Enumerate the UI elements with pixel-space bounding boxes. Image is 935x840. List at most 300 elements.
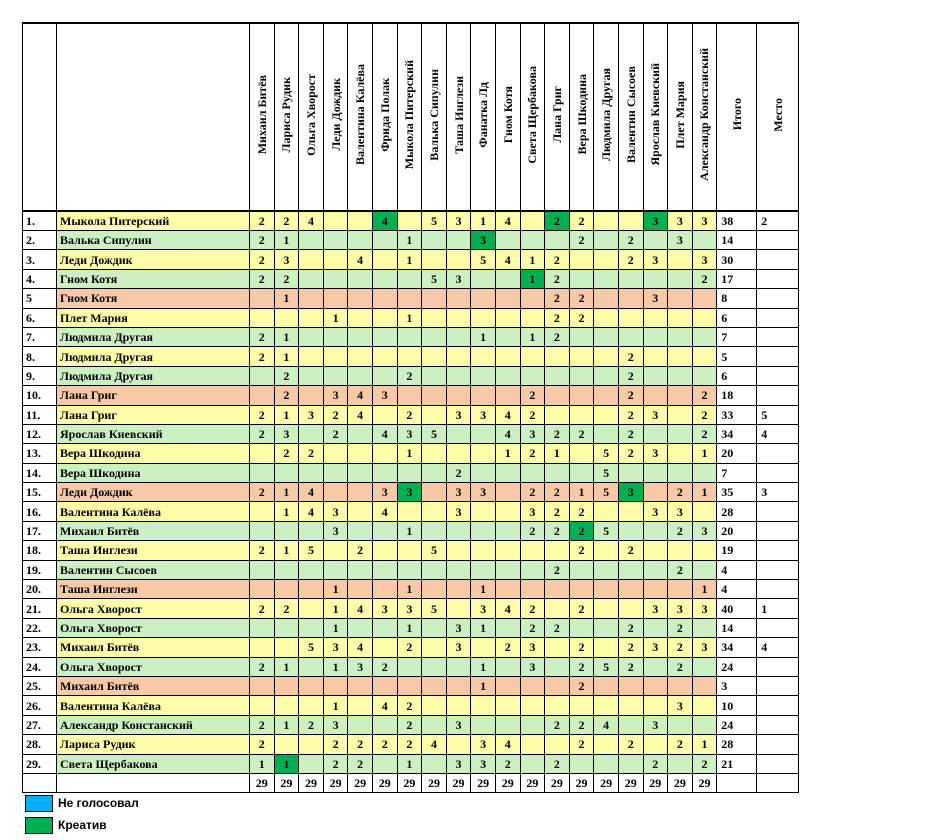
vote-cell: 4 — [422, 735, 447, 754]
vote-cell: 3 — [643, 638, 668, 657]
vote-cell — [446, 347, 471, 366]
vote-cell — [692, 715, 717, 734]
column-count: 29 — [323, 773, 348, 792]
vote-cell — [692, 347, 717, 366]
row-total: 3 — [717, 676, 757, 695]
vote-cell — [594, 366, 619, 385]
vote-cell — [250, 289, 275, 308]
row-total: 19 — [717, 541, 757, 560]
column-header-text: Вера Шкодина — [574, 74, 589, 155]
table-row — [23, 502, 799, 521]
vote-cell — [618, 580, 643, 599]
vote-cell: 2 — [250, 250, 275, 269]
column-header — [250, 23, 275, 211]
vote-cell — [372, 231, 397, 250]
row-number: 23. — [23, 638, 57, 657]
vote-cell: 4 — [495, 424, 520, 443]
vote-cell — [323, 463, 348, 482]
vote-cell — [495, 308, 520, 327]
column-totals-row — [23, 773, 799, 792]
vote-cell: 2 — [545, 715, 570, 734]
table-row — [23, 308, 799, 327]
row-place — [757, 560, 799, 579]
table-row — [23, 715, 799, 734]
vote-cell — [348, 463, 373, 482]
vote-cell — [274, 735, 299, 754]
column-header — [643, 23, 668, 211]
vote-cell — [422, 463, 447, 482]
column-count: 29 — [422, 773, 447, 792]
participant-name: Плет Мария — [57, 308, 250, 327]
vote-cell: 2 — [569, 211, 594, 231]
vote-cell: 2 — [545, 502, 570, 521]
row-place — [757, 250, 799, 269]
table-row — [23, 231, 799, 250]
vote-cell — [692, 463, 717, 482]
vote-cell: 3 — [446, 483, 471, 502]
vote-cell: 3 — [668, 231, 693, 250]
vote-cell: 2 — [397, 715, 422, 734]
column-header — [446, 23, 471, 211]
vote-cell: 2 — [618, 231, 643, 250]
vote-cell: 3 — [372, 483, 397, 502]
vote-cell: 3 — [643, 715, 668, 734]
table-row — [23, 599, 799, 618]
column-header-text: Лана Григ — [549, 86, 564, 143]
vote-cell: 3 — [520, 638, 545, 657]
column-header-text: Ольга Хворост — [303, 73, 318, 156]
row-total: 34 — [717, 424, 757, 443]
vote-cell — [323, 366, 348, 385]
vote-cell — [618, 327, 643, 346]
vote-cell — [348, 289, 373, 308]
row-number: 11. — [23, 405, 57, 424]
participant-name: Ольга Хворост — [57, 657, 250, 676]
vote-cell — [545, 580, 570, 599]
vote-cell: 2 — [323, 424, 348, 443]
vote-cell — [471, 424, 496, 443]
vote-cell: 2 — [545, 289, 570, 308]
vote-cell: 2 — [274, 599, 299, 618]
vote-cell — [397, 327, 422, 346]
participant-name: Людмила Другая — [57, 327, 250, 346]
vote-cell: 3 — [692, 250, 717, 269]
vote-cell: 3 — [323, 502, 348, 521]
vote-cell — [545, 657, 570, 676]
row-place — [757, 308, 799, 327]
table-row — [23, 463, 799, 482]
vote-cell: 3 — [520, 502, 545, 521]
vote-cell — [495, 366, 520, 385]
vote-cell — [299, 424, 324, 443]
row-place — [757, 444, 799, 463]
vote-cell: 3 — [692, 599, 717, 618]
vote-cell — [348, 618, 373, 637]
participant-name: Лариса Рудик — [57, 735, 250, 754]
vote-cell: 1 — [323, 580, 348, 599]
vote-cell: 2 — [397, 735, 422, 754]
vote-cell: 2 — [569, 638, 594, 657]
vote-cell: 3 — [643, 599, 668, 618]
vote-cell: 5 — [594, 463, 619, 482]
vote-cell — [348, 580, 373, 599]
vote-cell — [422, 289, 447, 308]
vote-cell — [372, 541, 397, 560]
column-header-text: Валентин Сысоев — [623, 66, 638, 163]
vote-cell — [495, 483, 520, 502]
vote-cell: 1 — [274, 754, 299, 773]
participant-name: Гном Котя — [57, 289, 250, 308]
vote-cell: 3 — [471, 231, 496, 250]
vote-cell — [397, 269, 422, 288]
column-count: 29 — [372, 773, 397, 792]
vote-cell — [372, 269, 397, 288]
vote-cell: 2 — [372, 657, 397, 676]
vote-cell: 2 — [618, 366, 643, 385]
vote-cell: 2 — [569, 308, 594, 327]
vote-cell: 3 — [643, 289, 668, 308]
vote-cell — [323, 211, 348, 231]
vote-cell — [569, 366, 594, 385]
vote-cell — [692, 696, 717, 715]
vote-cell: 1 — [471, 676, 496, 695]
vote-cell: 2 — [250, 424, 275, 443]
vote-cell: 2 — [569, 657, 594, 676]
vote-cell — [422, 715, 447, 734]
vote-cell — [495, 231, 520, 250]
vote-cell: 2 — [545, 483, 570, 502]
vote-cell — [495, 696, 520, 715]
vote-cell — [618, 289, 643, 308]
vote-cell — [545, 347, 570, 366]
vote-cell — [495, 386, 520, 405]
row-number: 2. — [23, 231, 57, 250]
vote-cell: 3 — [323, 715, 348, 734]
vote-cell — [569, 444, 594, 463]
table-row — [23, 366, 799, 385]
row-number: 7. — [23, 327, 57, 346]
vote-cell — [643, 676, 668, 695]
row-total: 17 — [717, 269, 757, 288]
vote-cell: 5 — [471, 250, 496, 269]
row-number: 18. — [23, 541, 57, 560]
vote-cell: 1 — [471, 618, 496, 637]
vote-cell: 2 — [250, 599, 275, 618]
vote-cell: 2 — [569, 231, 594, 250]
table-row — [23, 211, 799, 231]
column-count: 29 — [250, 773, 275, 792]
vote-cell — [520, 308, 545, 327]
vote-cell — [323, 269, 348, 288]
participant-name: Таша Инглези — [57, 580, 250, 599]
vote-cell — [372, 521, 397, 540]
column-header — [495, 23, 520, 211]
vote-cell — [668, 541, 693, 560]
vote-cell: 1 — [545, 444, 570, 463]
vote-cell: 1 — [274, 405, 299, 424]
vote-cell — [692, 308, 717, 327]
vote-cell — [348, 560, 373, 579]
vote-cell: 2 — [250, 405, 275, 424]
vote-cell: 3 — [692, 211, 717, 231]
participant-name: Валентин Сысоев — [57, 560, 250, 579]
vote-cell — [446, 231, 471, 250]
vote-cell: 5 — [422, 269, 447, 288]
vote-cell: 2 — [668, 483, 693, 502]
participant-name: Таша Инглези — [57, 541, 250, 560]
vote-cell — [569, 386, 594, 405]
participant-name: Леди Дождик — [57, 250, 250, 269]
row-total: 30 — [717, 250, 757, 269]
vote-cell: 4 — [348, 405, 373, 424]
vote-cell — [668, 676, 693, 695]
vote-cell: 1 — [692, 580, 717, 599]
vote-cell — [250, 638, 275, 657]
vote-cell: 2 — [643, 754, 668, 773]
vote-cell: 2 — [299, 444, 324, 463]
vote-cell — [618, 696, 643, 715]
vote-cell: 2 — [520, 483, 545, 502]
legend-no-vote-swatch — [25, 795, 53, 812]
vote-cell — [446, 289, 471, 308]
vote-cell: 2 — [545, 269, 570, 288]
vote-cell — [274, 521, 299, 540]
vote-cell — [250, 618, 275, 637]
vote-cell — [594, 541, 619, 560]
vote-cell — [520, 580, 545, 599]
vote-cell: 2 — [274, 444, 299, 463]
vote-cell: 2 — [569, 735, 594, 754]
vote-cell: 4 — [372, 424, 397, 443]
vote-cell — [372, 463, 397, 482]
vote-cell: 1 — [397, 521, 422, 540]
vote-cell — [643, 347, 668, 366]
vote-cell: 1 — [274, 541, 299, 560]
vote-cell: 3 — [668, 502, 693, 521]
vote-cell — [643, 424, 668, 443]
vote-cell: 3 — [692, 638, 717, 657]
vote-cell: 5 — [422, 211, 447, 231]
vote-cell — [348, 308, 373, 327]
row-total: 20 — [717, 521, 757, 540]
vote-cell — [250, 502, 275, 521]
vote-cell — [397, 502, 422, 521]
vote-cell: 2 — [446, 463, 471, 482]
vote-cell: 4 — [299, 211, 324, 231]
header-number-cell — [23, 23, 57, 211]
row-place — [757, 541, 799, 560]
row-total: 40 — [717, 599, 757, 618]
vote-cell: 3 — [372, 386, 397, 405]
vote-cell: 5 — [422, 599, 447, 618]
vote-cell — [471, 502, 496, 521]
column-count: 29 — [618, 773, 643, 792]
vote-cell — [618, 211, 643, 231]
vote-cell: 2 — [618, 618, 643, 637]
vote-cell: 1 — [323, 696, 348, 715]
vote-cell — [545, 735, 570, 754]
vote-cell: 2 — [668, 521, 693, 540]
vote-cell — [520, 676, 545, 695]
vote-cell: 3 — [668, 211, 693, 231]
vote-cell: 3 — [471, 735, 496, 754]
vote-cell: 2 — [348, 754, 373, 773]
row-place — [757, 347, 799, 366]
vote-cell: 3 — [446, 405, 471, 424]
vote-cell: 3 — [643, 250, 668, 269]
table-row — [23, 657, 799, 676]
vote-cell — [495, 541, 520, 560]
vote-cell — [594, 308, 619, 327]
row-number: 27. — [23, 715, 57, 734]
vote-cell — [520, 231, 545, 250]
table-row — [23, 347, 799, 366]
vote-cell — [274, 308, 299, 327]
vote-cell — [643, 521, 668, 540]
vote-cell — [594, 269, 619, 288]
vote-cell — [397, 211, 422, 231]
vote-cell: 2 — [569, 676, 594, 695]
vote-cell: 4 — [594, 715, 619, 734]
vote-cell — [299, 580, 324, 599]
vote-cell — [446, 424, 471, 443]
vote-cell: 2 — [397, 405, 422, 424]
vote-cell — [471, 444, 496, 463]
vote-cell: 2 — [323, 405, 348, 424]
vote-cell — [668, 366, 693, 385]
vote-cell — [422, 347, 447, 366]
row-number: 17. — [23, 521, 57, 540]
vote-cell — [545, 231, 570, 250]
vote-cell — [545, 638, 570, 657]
vote-cell — [274, 696, 299, 715]
vote-cell: 4 — [348, 250, 373, 269]
column-count: 29 — [692, 773, 717, 792]
vote-cell — [668, 386, 693, 405]
vote-cell — [668, 580, 693, 599]
vote-cell: 3 — [618, 483, 643, 502]
column-count: 29 — [594, 773, 619, 792]
vote-cell: 2 — [520, 444, 545, 463]
row-total: 6 — [717, 366, 757, 385]
vote-cell — [495, 327, 520, 346]
row-number: 8. — [23, 347, 57, 366]
vote-cell — [520, 366, 545, 385]
table-row — [23, 618, 799, 637]
vote-cell — [446, 327, 471, 346]
table-row — [23, 676, 799, 695]
vote-cell: 1 — [397, 250, 422, 269]
participant-name: Валька Сипулин — [57, 231, 250, 250]
column-header-text: Ярослав Киевский — [648, 63, 663, 166]
column-count: 29 — [299, 773, 324, 792]
vote-cell: 1 — [397, 618, 422, 637]
row-place — [757, 502, 799, 521]
vote-cell — [446, 444, 471, 463]
vote-cell — [594, 676, 619, 695]
vote-cell: 5 — [594, 444, 619, 463]
row-place: 4 — [757, 638, 799, 657]
vote-cell — [643, 735, 668, 754]
vote-cell: 3 — [446, 269, 471, 288]
vote-cell — [397, 386, 422, 405]
column-count: 29 — [545, 773, 570, 792]
vote-cell — [250, 580, 275, 599]
table-row — [23, 541, 799, 560]
participant-name: Михаил Битёв — [57, 676, 250, 695]
header-total — [717, 23, 757, 211]
vote-cell — [323, 444, 348, 463]
row-total: 14 — [717, 618, 757, 637]
participant-name: Леди Дождик — [57, 483, 250, 502]
vote-cell — [545, 696, 570, 715]
table-row — [23, 638, 799, 657]
vote-cell — [299, 599, 324, 618]
participant-name: Света Щербакова — [57, 754, 250, 773]
row-total: 7 — [717, 463, 757, 482]
vote-cell — [422, 444, 447, 463]
vote-cell: 3 — [520, 424, 545, 443]
vote-cell — [299, 735, 324, 754]
vote-cell — [668, 269, 693, 288]
row-place — [757, 386, 799, 405]
vote-cell: 1 — [520, 269, 545, 288]
vote-cell: 1 — [692, 444, 717, 463]
vote-cell — [397, 560, 422, 579]
column-header — [569, 23, 594, 211]
column-count: 29 — [668, 773, 693, 792]
column-header — [422, 23, 447, 211]
vote-cell: 3 — [446, 638, 471, 657]
vote-cell — [446, 676, 471, 695]
column-count: 29 — [446, 773, 471, 792]
vote-cell — [471, 347, 496, 366]
vote-cell — [250, 366, 275, 385]
vote-cell: 1 — [569, 483, 594, 502]
vote-cell: 5 — [594, 521, 619, 540]
row-total: 5 — [717, 347, 757, 366]
vote-cell: 2 — [618, 444, 643, 463]
vote-cell: 4 — [495, 599, 520, 618]
vote-cell: 2 — [250, 269, 275, 288]
vote-cell — [348, 366, 373, 385]
vote-cell: 3 — [643, 444, 668, 463]
column-header-text: Валентина Калёва — [353, 64, 368, 165]
vote-cell — [274, 618, 299, 637]
vote-cell — [618, 521, 643, 540]
participant-name: Мыкола Питерский — [57, 211, 250, 231]
vote-cell — [323, 231, 348, 250]
vote-cell — [446, 560, 471, 579]
vote-cell — [422, 386, 447, 405]
vote-cell — [471, 366, 496, 385]
vote-cell — [668, 250, 693, 269]
vote-cell: 4 — [495, 211, 520, 231]
vote-cell — [594, 386, 619, 405]
vote-cell: 3 — [446, 715, 471, 734]
column-count: 29 — [495, 773, 520, 792]
vote-cell: 1 — [397, 754, 422, 773]
row-place — [757, 618, 799, 637]
vote-cell — [692, 327, 717, 346]
vote-cell — [250, 463, 275, 482]
vote-cell: 2 — [545, 250, 570, 269]
row-number: 5 — [23, 289, 57, 308]
vote-cell — [520, 735, 545, 754]
vote-cell — [594, 211, 619, 231]
vote-cell — [520, 463, 545, 482]
row-total: 24 — [717, 657, 757, 676]
